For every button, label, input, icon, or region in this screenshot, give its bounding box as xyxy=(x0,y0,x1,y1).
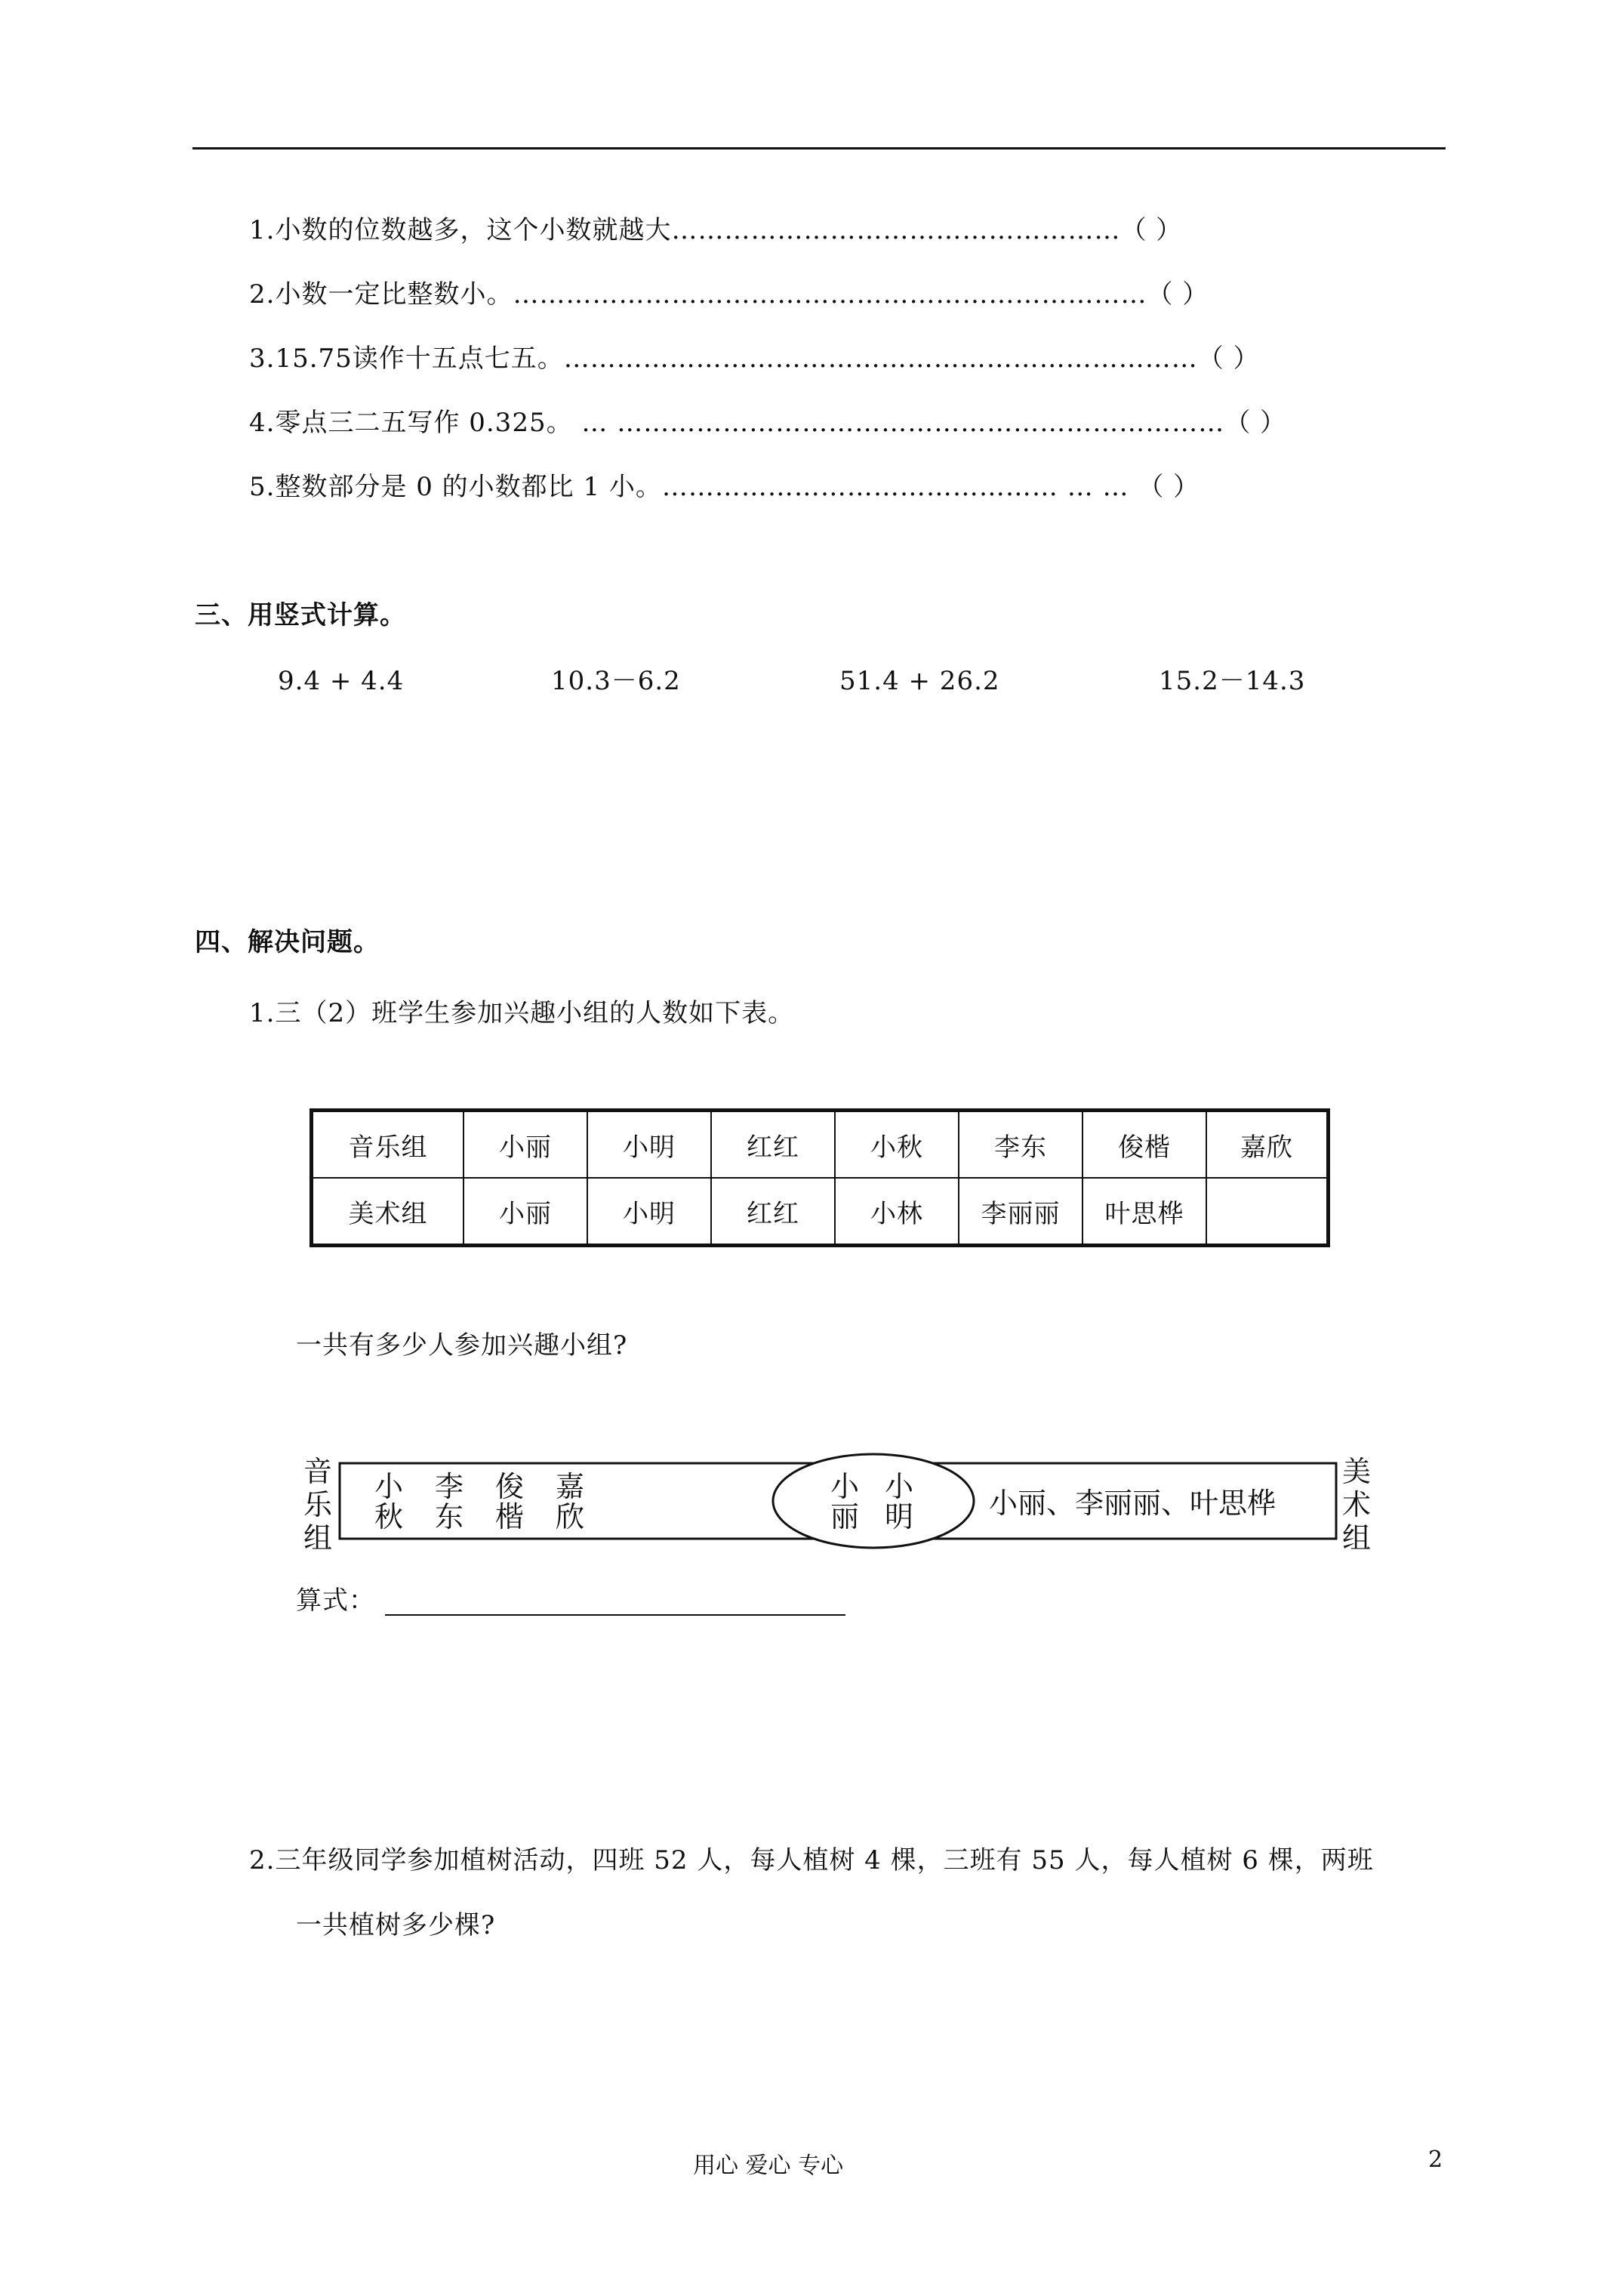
table-cell: 红红 xyxy=(711,1111,835,1179)
q1-intro: 1.三（2）班学生参加兴趣小组的人数如下表。 xyxy=(249,998,795,1028)
table-cell: 小明 xyxy=(587,1178,711,1246)
table-cell: 红红 xyxy=(711,1178,835,1246)
q2-line-1: 2.三年级同学参加植树活动，四班 52 人，每人植树 4 棵，三班有 55 人，每人植树 6 棵，两班 xyxy=(249,1845,1374,1875)
both-top-2: 小 xyxy=(885,1470,914,1503)
table-cell: 嘉欣 xyxy=(1206,1111,1329,1179)
calc-problem-1: 9.4 + 4.4 xyxy=(278,666,405,696)
table-cell: 小明 xyxy=(587,1111,711,1179)
music-only-bottom-1: 秋 xyxy=(374,1500,404,1533)
table-cell: 俊楷 xyxy=(1083,1111,1206,1179)
music-only-top-2: 李 xyxy=(435,1470,464,1503)
judge-item-1: 1.小数的位数越多，这个小数就越大……………………………………………（ ） xyxy=(249,215,1183,245)
table-cell: 叶思桦 xyxy=(1083,1178,1206,1246)
footer-slogan: 用心 爱心 专心 xyxy=(693,2153,844,2179)
judge-item-4: 4.零点三二五写作 0.325。 … ……………………………………………………………（ ） xyxy=(249,408,1287,438)
q1-question: 一共有多少人参加兴趣小组? xyxy=(296,1330,628,1361)
calc-problem-4: 15.2－14.3 xyxy=(1159,666,1306,696)
table-row-art xyxy=(312,1178,1329,1246)
right-label-3: 组 xyxy=(1342,1521,1372,1555)
table-cell: 小秋 xyxy=(835,1111,959,1179)
table-cell: 美术组 xyxy=(312,1178,464,1246)
both-bottom-1: 丽 xyxy=(830,1500,860,1533)
right-label-1: 美 xyxy=(1342,1455,1372,1488)
music-only-bottom-2: 东 xyxy=(435,1500,464,1533)
diagram-ellipse xyxy=(773,1454,974,1548)
formula-answer-line xyxy=(385,1614,845,1616)
formula-label: 算式： xyxy=(296,1586,375,1616)
table-cell: 小林 xyxy=(835,1178,959,1246)
interest-group-table xyxy=(310,1108,1330,1247)
music-only-bottom-3: 楷 xyxy=(495,1500,525,1533)
left-label-1: 音 xyxy=(303,1455,333,1488)
calc-problem-2: 10.3－6.2 xyxy=(551,666,681,696)
page-number: 2 xyxy=(1428,2147,1443,2173)
table-cell: 李丽丽 xyxy=(959,1178,1083,1246)
table-cell: 音乐组 xyxy=(312,1111,464,1179)
table-cell: 小丽 xyxy=(463,1178,587,1246)
table-row-music xyxy=(312,1111,1329,1179)
header-rule xyxy=(192,147,1446,149)
both-bottom-2: 明 xyxy=(885,1500,914,1533)
music-only-top-3: 俊 xyxy=(495,1470,525,1503)
music-only-bottom-4: 欣 xyxy=(556,1500,585,1533)
music-only-top-1: 小 xyxy=(374,1470,404,1503)
section4-title: 四、解决问题。 xyxy=(195,927,380,957)
judge-item-3: 3.15.75读作十五点七五。………………………………………………………………（ ） xyxy=(249,344,1260,374)
left-label-3: 组 xyxy=(303,1521,333,1555)
table-cell xyxy=(1206,1178,1329,1246)
group-overlap-diagram xyxy=(294,1448,1397,1561)
left-label-2: 乐 xyxy=(303,1488,333,1521)
judge-item-2: 2.小数一定比整数小。………………………………………………………………（ ） xyxy=(249,279,1209,310)
judge-item-5: 5.整数部分是 0 的小数都比 1 小。……………………………………… … … （ ） xyxy=(249,472,1200,502)
music-only-top-4: 嘉 xyxy=(556,1470,585,1503)
both-top-1: 小 xyxy=(830,1470,860,1503)
table-cell: 李东 xyxy=(959,1111,1083,1179)
calc-problem-3: 51.4 + 26.2 xyxy=(839,666,1000,696)
right-label-2: 术 xyxy=(1342,1488,1372,1521)
table-cell: 小丽 xyxy=(463,1111,587,1179)
art-only-names: 小丽、李丽丽、叶思桦 xyxy=(989,1487,1277,1520)
section3-title: 三、用竖式计算。 xyxy=(195,600,406,630)
q2-line-2: 一共植树多少棵? xyxy=(296,1910,496,1940)
